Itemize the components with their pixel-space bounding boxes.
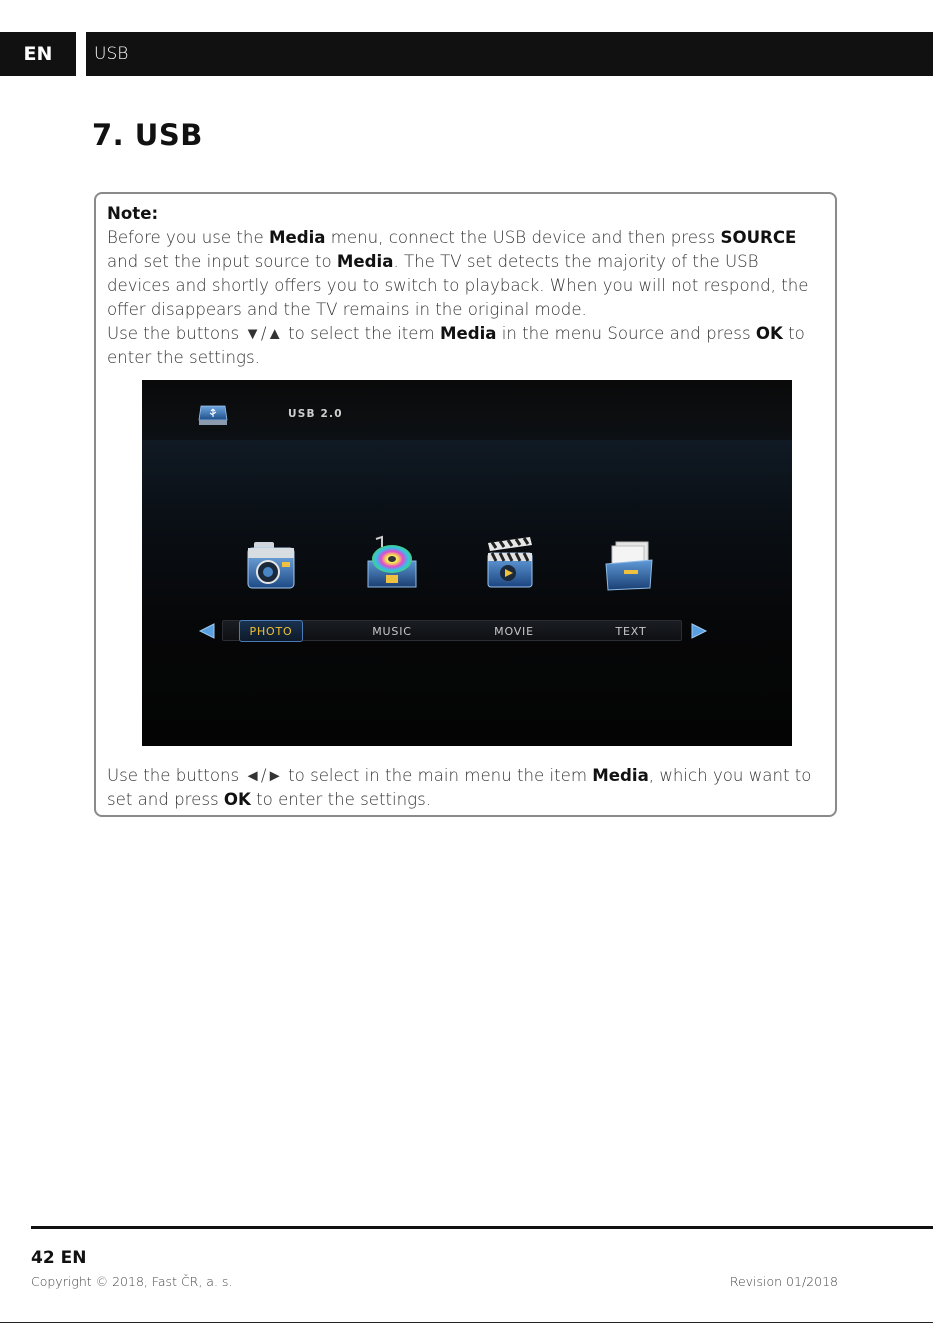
note-instructions bbox=[107, 764, 823, 812]
media-item-music[interactable]: MUSIC bbox=[372, 625, 412, 638]
note-box bbox=[94, 192, 837, 817]
arrow-left-icon[interactable] bbox=[198, 623, 216, 639]
arrow-right-icon[interactable] bbox=[690, 623, 708, 639]
page-number: 42 EN bbox=[31, 1248, 87, 1268]
clapperboard-icon bbox=[482, 535, 538, 591]
note-text bbox=[107, 202, 823, 370]
copyright-notice: Copyright © 2018, Fast ČR, a. s. bbox=[31, 1274, 233, 1289]
revision-label: Revision 01/2018 bbox=[729, 1274, 838, 1289]
media-item-movie[interactable]: MOVIE bbox=[494, 625, 534, 638]
note-paragraph-3: Use the buttons ◄/► to select in the main menu the item Media, which you want to set and press OK to enter the settings. bbox=[107, 766, 812, 809]
footer-divider bbox=[31, 1226, 933, 1229]
media-item-text[interactable]: TEXT bbox=[615, 625, 647, 638]
note-label: Note: bbox=[107, 204, 159, 223]
media-item-photo[interactable]: PHOTO bbox=[239, 620, 303, 642]
usb-drive-icon bbox=[198, 402, 230, 428]
tv-top-bar bbox=[142, 380, 792, 440]
music-disc-icon bbox=[364, 535, 420, 591]
language-tab: EN bbox=[0, 32, 76, 76]
note-paragraph-1: Before you use the Media menu, connect the USB device and then press SOURCE and set the input source to Media. The TV set detects the majority of the USB devices and shortly offers you to switch to playback. When you will not respond, the offer disappears and the TV remains in the original mode. bbox=[107, 228, 809, 319]
tv-media-screenshot bbox=[142, 380, 792, 746]
camera-icon bbox=[244, 538, 300, 594]
section-header: USB bbox=[86, 32, 933, 76]
note-paragraph-2: Use the buttons ▼/▲ to select the item Media in the menu Source and press OK to enter the settings. bbox=[107, 324, 805, 367]
document-folder-icon bbox=[602, 538, 658, 594]
tv-main-area bbox=[142, 440, 792, 746]
usb-device-label: USB 2.0 bbox=[288, 408, 343, 420]
chapter-title: 7. USB bbox=[92, 118, 203, 152]
bottom-divider bbox=[0, 1322, 933, 1323]
